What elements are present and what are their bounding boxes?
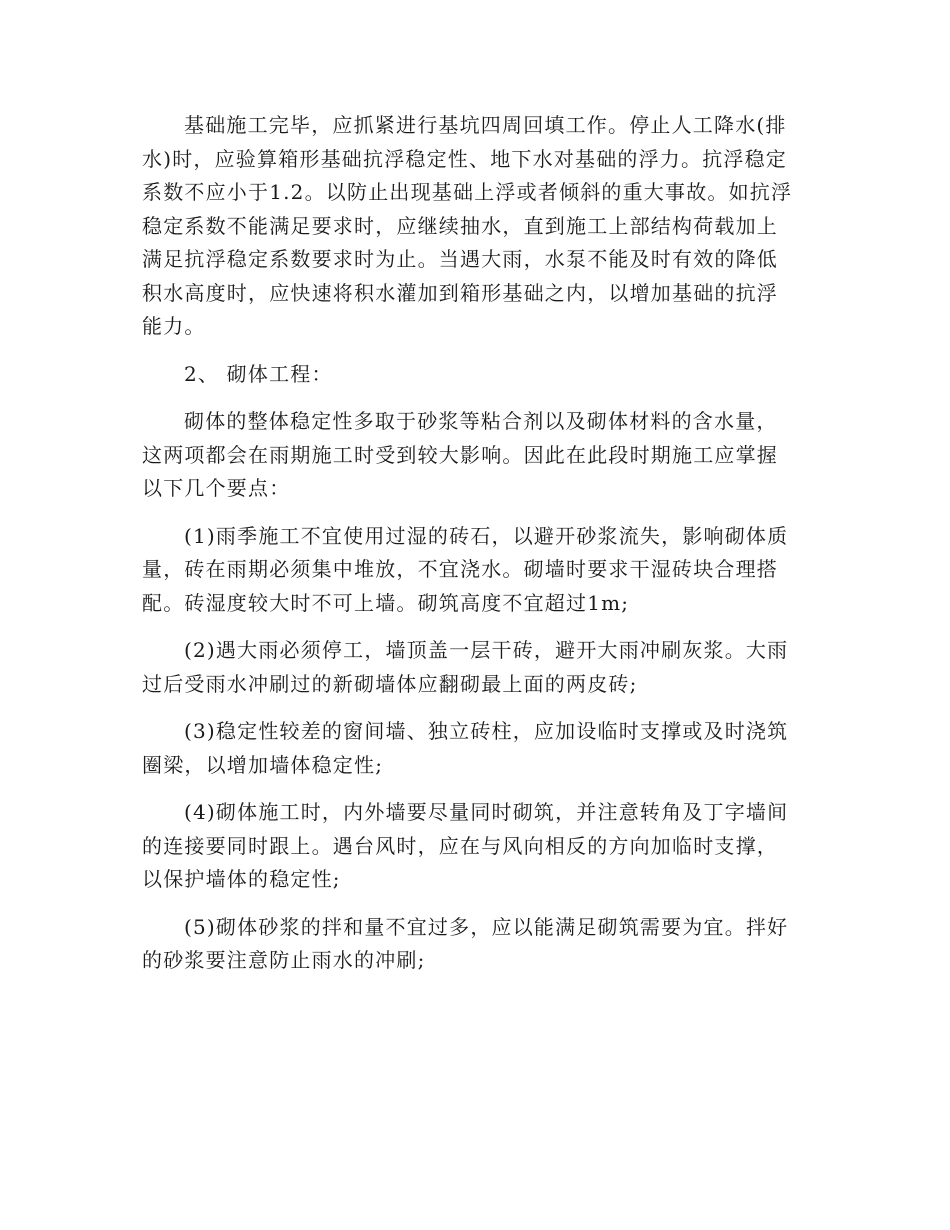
text-line: 配。砖湿度较大时不可上墙。砌筑高度不宜超过1m;: [142, 590, 630, 615]
text-line: 量，砖在雨期必须集中堆放，不宜浇水。砌墙时要求干湿砖块合理搭: [142, 557, 778, 581]
section-heading: 2、 砌体工程：: [184, 361, 333, 386]
list-item-5: [142, 911, 808, 978]
document-page: [142, 109, 808, 978]
text-line: (3)稳定性较差的窗间墙、独立砖柱，应加设临时支撑或及时浇筑: [184, 719, 789, 743]
text-line: 满足抗浮稳定系数要求时为止。当遇大雨，水泵不能及时有效的降低: [142, 247, 778, 271]
text-line: 砌体的整体稳定性多取于砂浆等粘合剂以及砌体材料的含水量，: [184, 409, 778, 433]
text-line: (1)雨季施工不宜使用过湿的砖石，以避开砂浆流失，影响砌体质: [184, 523, 789, 548]
text-line: 这两项都会在雨期施工时受到较大影响。因此在此段时期施工应掌握: [142, 442, 778, 467]
text-line: 的砂浆要注意防止雨水的冲刷;: [142, 948, 426, 972]
text-line: 以保护墙体的稳定性;: [142, 867, 341, 891]
paragraph-masonry-intro: [142, 405, 808, 506]
list-item-2: [142, 634, 808, 701]
text-line: (4)砌体施工时，内外墙要尽量同时砌筑，并注意转角及丁字墙间: [184, 800, 789, 824]
text-line: 水)时，应验算箱形基础抗浮稳定性、地下水对基础的浮力。抗浮稳定: [142, 146, 788, 171]
text-line: 能力。: [142, 314, 206, 338]
text-line: 系数不应小于1.2。以防止出现基础上浮或者倾斜的重大事故。如抗浮: [142, 180, 793, 204]
list-item-3: [142, 715, 808, 782]
section-heading-masonry: [142, 358, 808, 392]
text-line: 稳定系数不能满足要求时，应继续抽水，直到施工上部结构荷载加上: [142, 213, 778, 238]
text-line: 圈梁，以增加墙体稳定性;: [142, 752, 384, 777]
paragraph-foundation-backfill: [142, 109, 808, 344]
text-line: 过后受雨水冲刷过的新砌墙体应翻砌最上面的两皮砖;: [142, 671, 638, 696]
list-item-4: [142, 796, 808, 897]
text-line: 积水高度时，应快速将积水灌加到箱形基础之内，以增加基础的抗浮: [142, 280, 778, 305]
text-line: (5)砌体砂浆的拌和量不宜过多，应以能满足砌筑需要为宜。拌好: [184, 914, 789, 939]
text-line: 基础施工完毕，应抓紧进行基坑四周回填工作。停止人工降水(排: [184, 113, 787, 137]
list-item-1: [142, 520, 808, 621]
text-line: (2)遇大雨必须停工，墙顶盖一层干砖，避开大雨冲刷灰浆。大雨: [184, 638, 789, 662]
text-line: 以下几个要点：: [142, 476, 291, 500]
text-line: 的连接要同时跟上。遇台风时，应在与风向相反的方向加临时支撑，: [142, 833, 778, 858]
